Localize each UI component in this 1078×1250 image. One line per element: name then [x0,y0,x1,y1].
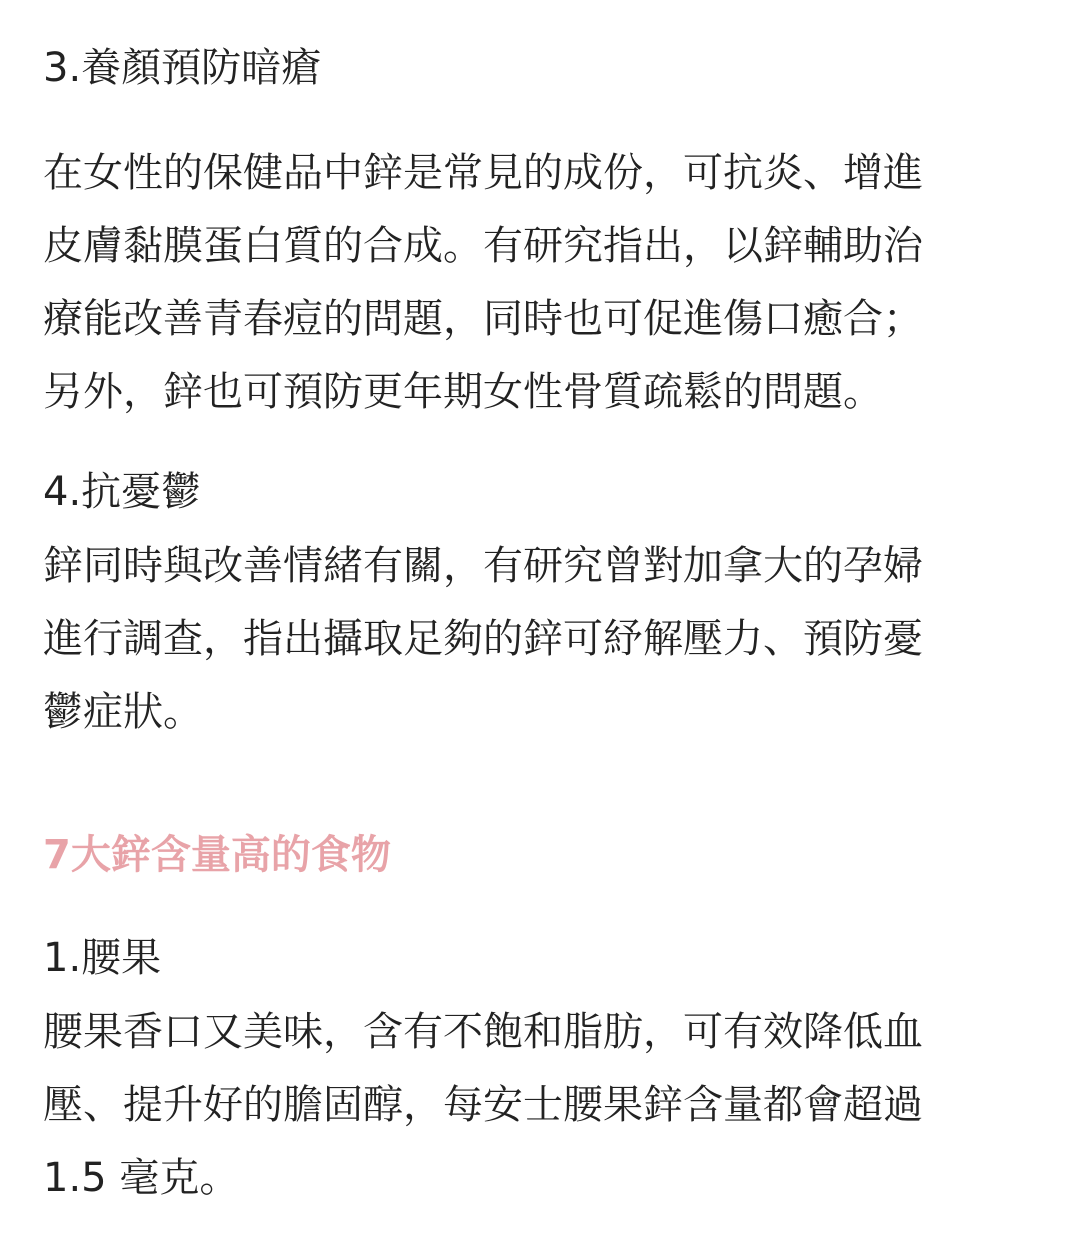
paragraph-line: 療能改善青春痘的問題，同時也可促進傷口癒合； [43,296,923,342]
paragraph-line: 鋅同時與改善情緒有關，有研究曾對加拿大的孕婦 [43,543,923,589]
paragraph-line: 另外，鋅也可預防更年期女性骨質疏鬆的問題。 [43,369,883,415]
section-title: 7大鋅含量高的食物 [43,832,391,878]
item-4-paragraph [43,530,1013,749]
paragraph-line: 在女性的保健品中鋅是常見的成份，可抗炎、增進 [43,150,923,196]
paragraph-line: 1.5 毫克。 [43,1155,240,1201]
food-1-heading: 1.腰果 [43,935,162,981]
paragraph-line: 鬱症狀。 [43,689,203,735]
paragraph-line: 進行調查，指出攝取足夠的鋅可紓解壓力、預防憂 [43,616,923,662]
food-1-paragraph [43,996,1013,1215]
paragraph-line: 壓、提升好的膽固醇，每安士腰果鋅含量都會超過 [43,1082,923,1128]
item-4-heading: 4.抗憂鬱 [43,469,202,515]
paragraph-line: 腰果香口又美味，含有不飽和脂肪，可有效降低血 [43,1009,923,1055]
item-3-paragraph [43,137,1013,429]
paragraph-line: 皮膚黏膜蛋白質的合成。有研究指出，以鋅輔助治 [43,223,923,269]
item-3-heading: 3.養顏預防暗瘡 [43,45,322,91]
